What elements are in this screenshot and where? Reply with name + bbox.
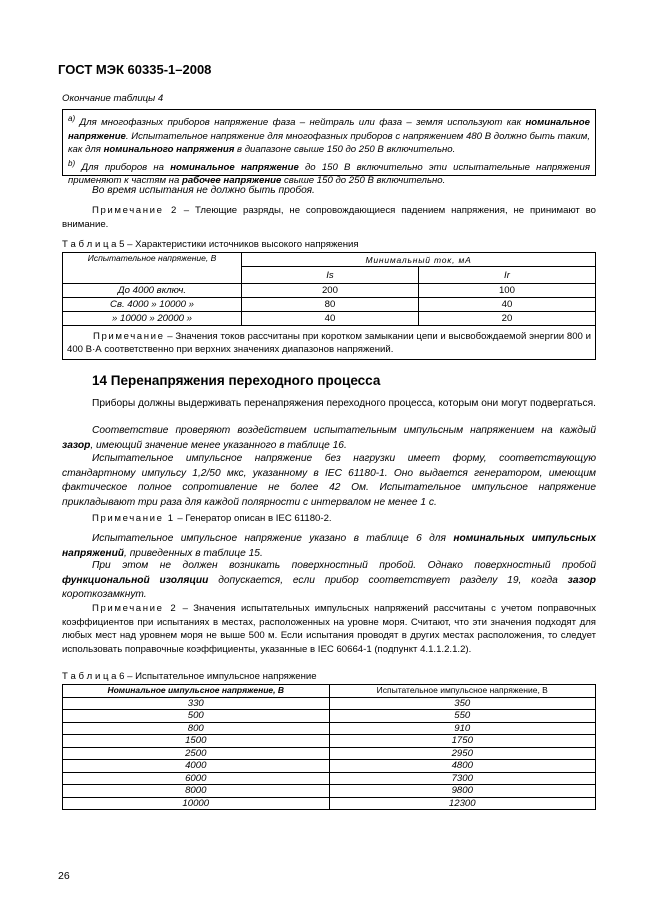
no-breakdown-text: Во время испытания не должно быть пробоя. xyxy=(92,185,315,196)
section-14-note-1: Примечание 1 – Генератор описан в IEC 61180-2. xyxy=(92,513,332,524)
footnote-b: $^{b)}$ Для приборов на номинальное напряжение до 150 В включительно эти испытательные напряжения применяют к частям на рабочее напряжение свыше 150 до 250 В включительно. xyxy=(68,158,590,187)
table4-end-label: Окончание таблицы 4 xyxy=(62,93,164,104)
section-14-para-3: Испытательное импульсное напряжение без нагрузки имеет форму, соответствующую стандартному импульсу 1,2/50 мкс, указанному в IEC 61180-1. Оно выдается генератором, имеющим фактическое полное сопротивление не более 42 Ом. Испытательное импульсное напряжение прикладывают три раза для каждой полярности с интервалом не менее 1 с. xyxy=(62,453,596,508)
page-number: 26 xyxy=(58,870,70,882)
table5-note: Примечание – Значения токов рассчитаны при коротком замыкании цепи и высвобождаемой энергии 800 и 400 В·А соответственно при верхних значениях диапазонов напряжений. xyxy=(63,326,596,360)
table-row: 6000 7300 xyxy=(63,772,596,785)
table6-header-test: Испытательное импульсное напряжение, В xyxy=(329,685,596,698)
table-row: 500 550 xyxy=(63,710,596,723)
table-row: Св. 4000 » 10000 » 80 40 xyxy=(63,298,596,312)
table5-header-current: Минимальный ток, мА xyxy=(242,253,596,267)
section-14-para-1: Приборы должны выдерживать перенапряжения переходного процесса, которым они могут подвергаться. xyxy=(92,398,596,409)
footnote-a: $^{a)}$ Для многофазных приборов напряжение фаза – нейтраль или фаза – земля используют как номинальное напряжение. Испытательное напряжение для многофазных приборов с напряжением 480 В должно быть таким, как для номинального напряжения в диапазоне свыше 150 до 250 В включительно. xyxy=(68,114,590,156)
table-row: » 10000 » 20000 » 40 20 xyxy=(63,312,596,326)
table-row: 800 910 xyxy=(63,722,596,735)
table-row: 330 350 xyxy=(63,697,596,710)
note-2-glow: Примечание 2 – Тлеющие разряды, не сопровождающиеся падением напряжения, не принимают во внимание. xyxy=(62,205,597,230)
table5 xyxy=(62,252,596,360)
table5-header-ir: Ir xyxy=(418,267,595,284)
section-14-para-2: Соответствие проверяют воздействием испытательным импульсным напряжением на каждый зазор, имеющий значение менее указанного в таблице 16. xyxy=(62,425,596,451)
table6-caption: Т а б л и ц а 6 – Испытательное импульсное напряжение xyxy=(62,671,317,682)
table-row: 4000 4800 xyxy=(63,760,596,773)
table-row: 8000 9800 xyxy=(63,785,596,798)
table6-header-nominal: Номинальное импульсное напряжение, В xyxy=(63,685,330,698)
table-row: 2500 2950 xyxy=(63,747,596,760)
table-row: 10000 12300 xyxy=(63,797,596,810)
section-14-title: 14 Перенапряжения переходного процесса xyxy=(92,373,381,388)
table-row: До 4000 включ. 200 100 xyxy=(63,284,596,298)
section-14-para-5: При этом не должен возникать поверхностный пробой. Однако поверхностный пробой функциональной изоляции допускается, если прибор соответствует разделу 19, когда зазор короткозамкнут. xyxy=(62,560,596,600)
table5-header-is: Is xyxy=(242,267,419,284)
document-header: ГОСТ МЭК 60335-1–2008 xyxy=(58,62,212,77)
table6 xyxy=(62,684,596,810)
section-14-para-4: Испытательное импульсное напряжение указано в таблице 6 для номинальных импульсных напряжений, приведенных в таблице 15. xyxy=(62,533,596,559)
table5-header-voltage: Испытательное напряжение, В xyxy=(63,253,242,284)
section-14-note-2: Примечание 2 – Значения испытательных импульсных напряжений рассчитаны с учетом поправочных коэффициентов при испытаниях в местах, расположенных на уровне моря. Считают, что эти значения подходят для любых мест над уровнем моря не выше 500 м. Если испытания проводят в других местах расположения, то следует использовать поправочные коэффициенты, указанные в IEC 60664-1 (подпункт 4.1.1.2.1.2). xyxy=(62,603,596,655)
table5-caption: Т а б л и ц а 5 – Характеристики источников высокого напряжения xyxy=(62,239,359,250)
table4-footnotes xyxy=(62,109,596,187)
table-row: 1500 1750 xyxy=(63,735,596,748)
